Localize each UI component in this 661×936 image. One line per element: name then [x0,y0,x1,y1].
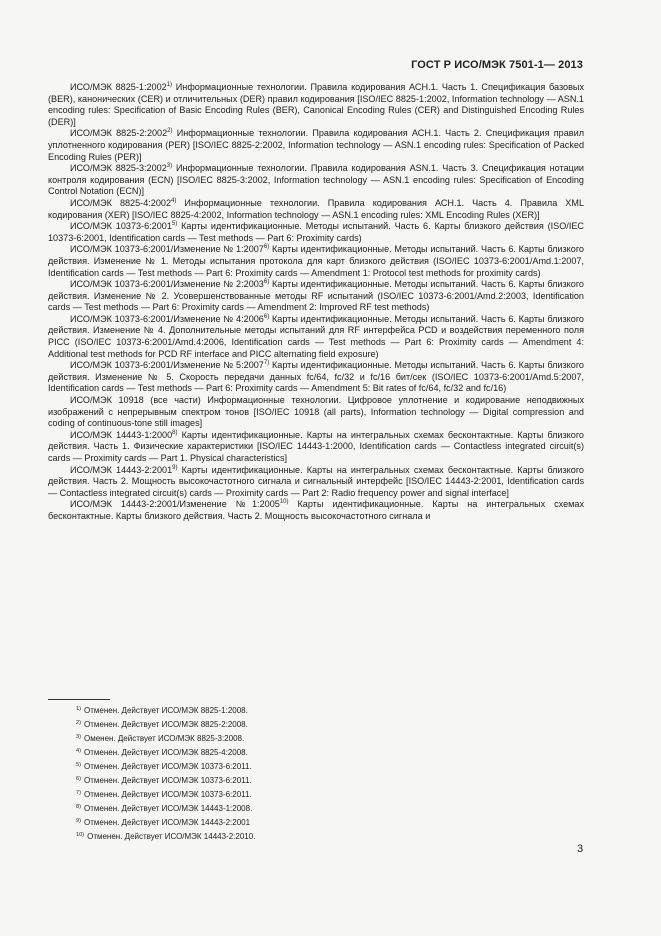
reference-paragraph [48,163,584,198]
reference-designation: ИСО/МЭК 14443-1:2000 [70,429,173,440]
reference-designation: ИСО/МЭК 10918 (все части) Информационные технологии. Цифровое уплотнение и кодирование неподвижных изображений с непрерывным спектром тонов [ISO/IEC 10918 (all parts), Information technology — Digital compression and coding of continuous-tone still images] [48,395,584,429]
reference-designation: ИСО/МЭК 8825-2:2002 [70,128,168,139]
footnote-marker: 6) [263,313,270,320]
footnotes [76,704,255,844]
footnote-item [76,718,255,732]
footnote-item [76,774,255,788]
footnote-marker: 4) [171,197,177,204]
footnote-number: 4) [76,748,81,754]
footnote-number: 10) [76,832,85,838]
footnote-text: Отменен. Действует ИСО/МЭК 8825-4:2008. [83,748,248,757]
reference-paragraph [48,128,584,163]
footnote-marker: 10) [279,499,289,506]
footnote-marker: 1) [166,82,173,88]
reference-title: Карты идентификационные. Методы испытаний. Часть 6. Карты близкого действия. Изменение № 1. Методы испытания протокола для карт близкого действия (ISO/IEC 10373-6:2001/Amd.1:2007, Identification cards — Test methods — Part 6: Proximity cards — Amendment 1: Protocol test methods for proximity cards) [48,244,584,278]
footnote-item [76,704,255,718]
footnote-item [76,760,255,774]
reference-paragraph [48,499,584,522]
reference-title: Информационные технологии. Правила кодирования ASN.1. Часть 3. Спецификация нотации контроля кодирования (ECN) [ISO/IEC 8825-3:2002, Information technology — ASN.1 encoding rules: Specification of Encoding Control Notation (ECN)] [48,163,584,197]
footnote-divider [48,699,110,700]
reference-paragraph [48,82,584,128]
footnote-number: 6) [76,776,81,782]
footnote-marker: 2) [167,128,173,135]
reference-title: Информационные технологии. Правила кодирования АСН.1. Часть 1. Спецификация базовых (BER), канонических (CER) и отличительных (DER) правил кодирования [ISO/IEC 8825-1:2002, Information technology — ASN.1 encoding rules: Specification of Basic Encoding Rules (BER), Canonical Encoding Rules (CER) and Distinguished Encoding Rules (DER)] [48,82,584,127]
reference-paragraph [48,465,584,500]
footnote-text: Отменен. Действует ИСО/МЭК 14443-2:2001 [83,818,251,827]
reference-designation: ИСО/МЭК 14443-2:2001/Изменение №1:2005 [70,499,280,510]
footnote-marker: 7) [263,360,270,367]
reference-paragraph [48,279,584,314]
reference-designation: ИСО/МЭК 8825-4:2002 [70,197,172,208]
reference-title: Карты идентификационные. Карты на интегральных схемах бесконтактные. Карты близкого действия. Часть 1. Физические характеристики [ISO/IEC 14443-1:2000, Identification cards — Contactless integrated circuit(s) cards — Proximity cards — Part 1. Physical characteristics] [48,429,584,463]
footnote-text: Отменен. Действует ИСО/МЭК 8825-2:2008. [83,720,248,729]
reference-paragraph [48,395,584,430]
reference-designation: ИСО/МЭК 10373-6:2001 [70,221,172,232]
footnote-marker: 6) [263,244,270,251]
reference-designation: ИСО/МЭК 10373-6:2001/Изменение № 5:2007 [70,360,264,371]
footnote-text: Отменен. Действует ИСО/МЭК 8825-1:2008. [83,706,248,715]
reference-paragraph [48,360,584,395]
reference-paragraph [48,221,584,244]
footnote-number: 7) [76,790,81,796]
footnote-text: Отменен. Действует ИСО/МЭК 14443-2:2010. [87,832,256,841]
footnote-item [76,816,255,830]
footnote-number: 3) [76,734,81,740]
footnote-number: 8) [76,804,81,810]
footnote-item [76,830,255,844]
footnote-marker: 6) [263,279,270,286]
footnote-text: Оменен. Действует ИСО/МЭК 8825-3:2008. [83,734,245,743]
footnote-number: 5) [76,762,81,768]
reference-paragraph [48,314,584,360]
footnote-text: Отменен. Действует ИСО/МЭК 10373-6:2011. [83,776,252,785]
footnote-item [76,802,255,816]
footnote-marker: 5) [171,221,178,228]
footnote-item [76,732,255,746]
reference-title: Карты идентификационные. Методы испытаний. Часть 6. Карты близкого действия. Изменение № 4. Дополнительные методы испытаний для RF интерфейса PCD и воздействия переменного поля PICC (ISO/IEC 10373-6:2001/Amd.4:2006, Identification cards — Test methods — Part 6: Proximity cards — Amendment 4: Additional test methods for PCD RF interface and PICC alternating field exposure) [48,313,584,359]
footnote-marker: 3) [166,163,173,170]
footnote-item [76,746,255,760]
footnote-number: 1) [76,706,81,712]
reference-designation: ИСО/МЭК 10373-6:2001/Изменение № 2:2003 [70,279,264,290]
footnote-marker: 9) [172,464,178,471]
document-header: ГОСТ Р ИСО/МЭК 7501-1— 2013 [411,59,583,71]
reference-title: Карты идентификационные. Методы испытаний. Часть 6. Карты близкого действия (ISO/IEC 10373-6:2001, Identification cards — Test methods — Part 6: Proximity cards) [48,221,584,243]
footnote-number: 2) [76,720,81,726]
reference-title: Карты идентификационные. Карты на интегральных схемах бесконтактные. Карты близкого действия. Часть 2. Мощность высокочастотного сигнала и сигнальный интерфейс [ISO/IEC 14443-2:2001, Identification cards — Contactless integrated circuit(s) cards — Proximity cards — Part 2: Radio frequency power and signal interface] [48,464,584,498]
footnote-text: Отменен. Действует ИСО/МЭК 14443-1:2008. [83,804,253,813]
reference-title: Информационные технологии. Правила кодирования АСН.1. Часть 4. Правила XML кодирования (XER) [ISO/IEC 8825-4:2002, Information technology — ASN.1 encoding rules: XML Encoding Rules (XER)] [48,197,584,220]
footnote-text: Отменен. Действует ИСО/МЭК 10373-6:2011. [83,790,252,799]
reference-designation: ИСО/МЭК 8825-1:2002 [70,82,167,92]
footnote-marker: 8) [172,429,178,436]
page-number: 3 [577,843,584,855]
reference-title: Карты идентификационные. Карты на интегральных схемах бесконтактные. Карты близкого действия. Часть 2. Мощность высокочастотного сигнала и [48,499,584,521]
footnote-item [76,788,255,802]
reference-designation: ИСО/МЭК 14443-2:2001 [70,464,173,475]
reference-title: Карты идентификационные. Методы испытаний. Часть 6. Карты близкого действия. Изменение № 2. Усовершенствованные методы RF испытаний (ISO/IEC 10373-6:2001/Amd.2:2003, Identification cards — Test methods — Part 6: Proximity cards — Amendment 2: Improved RF test methods) [48,279,584,313]
references-list [48,82,584,523]
reference-paragraph [48,244,584,279]
reference-title: Информационные технологии. Правила кодирования АСН.1. Часть 2. Спецификация правил уплотненного кодирования (PER) [ISO/IEC 8825-2:2002, Information technology — ASN.1 encoding rules: Specification of Packed Encoding Rules (PER)] [48,128,584,162]
footnote-text: Отменен. Действует ИСО/МЭК 10373-6:2011. [83,762,252,771]
reference-title: Карты идентификационные. Методы испытаний. Часть 6. Карты близкого действия. Изменение № 5. Скорость передачи данных fc/64, fc/32 и fc/16 бит/сек (ISO/IEC 10373-6:2001/Amd.5:2007, Identification cards — Test methods — Part 6: Proximity cards — Amendment 5: Bit rates of fc/64, fc/32 and fc/16) [48,360,584,394]
reference-designation: ИСО/МЭК 10373-6:2001/Изменение № 4:2006 [70,313,264,324]
reference-designation: ИСО/МЭК 8825-3:2002 [70,163,167,174]
reference-paragraph [48,198,584,221]
reference-designation: ИСО/МЭК 10373-6:2001/Изменение № 1:2007 [70,244,264,255]
reference-paragraph [48,430,584,465]
footnote-number: 9) [76,818,81,824]
